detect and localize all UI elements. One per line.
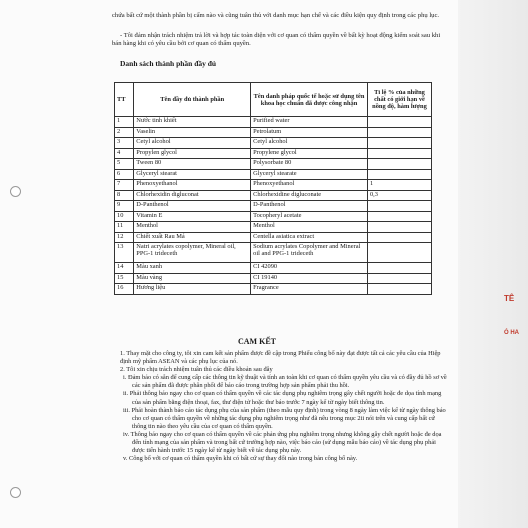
binder-hole: [10, 186, 21, 197]
table-cell-no: 5: [115, 159, 134, 170]
table-cell-inci: Sodium acrylates Copolymer and Mineral oil and PPG-1 trideceth: [251, 243, 368, 263]
table-cell-inci: Tocopheryl acetate: [251, 211, 368, 222]
table-cell-no: 16: [115, 284, 134, 295]
table-row: [115, 190, 432, 201]
table-cell-inci: Phenoxyethanol: [251, 180, 368, 191]
table-cell-pct: [367, 159, 431, 170]
table-cell-pct: [367, 148, 431, 159]
table-cell-name: Chlorhexidin digluconat: [134, 190, 251, 201]
ingredient-table: [114, 82, 432, 295]
table-cell-no: 11: [115, 222, 134, 233]
table-cell-name: Hương liệu: [134, 284, 251, 295]
column-header: Tỉ lệ % của những chất có giới hạn về nồng độ, hàm lượng: [367, 83, 431, 117]
table-row: [115, 232, 432, 243]
table-cell-no: 3: [115, 138, 134, 149]
table-cell-pct: [367, 127, 431, 138]
table-cell-name: Vitamin E: [134, 211, 251, 222]
column-header: TT: [115, 83, 134, 117]
table-cell-name: Nước tinh khiết: [134, 117, 251, 128]
table-row: [115, 222, 432, 233]
table-cell-name: Vaselin: [134, 127, 251, 138]
table-cell-pct: [367, 232, 431, 243]
table-cell-inci: CI 19140: [251, 273, 368, 284]
table-header-row: [115, 83, 432, 117]
list-item: v. Công bố với cơ quan có thẩm quyền khi có bất cứ sự thay đổi nào trong bản công bố này.: [123, 455, 358, 463]
table-row: [115, 201, 432, 212]
table-cell-inci: Centella asiatica extract: [251, 232, 368, 243]
intro-paragraph: chứa bất cứ một thành phần bị cấm nào và cũng tuân thủ với danh mục hạn chế và các điều kiện quy định trong các phụ lục.: [112, 12, 440, 19]
table-cell-inci: Petrolatum: [251, 127, 368, 138]
table-cell-name: Cetyl alcohol: [134, 138, 251, 149]
table-cell-inci: D-Panthenol: [251, 201, 368, 212]
list-item: iii. Phải hoàn thành báo cáo tác dụng phụ của sản phẩm (theo mẫu quy định) trong vòng 8 ngày làm việc kể từ ngày thông báo cho cơ quan có thẩm quyền về những tác dụng phụ nghiêm trọng như đã nêu trong mục 2ii nói trên và cung cấp bất cứ thông tin nào theo yêu cầu của cơ quan có thẩm quyền.: [123, 406, 446, 430]
table-row: [115, 243, 432, 263]
table-cell-inci: Propylene glycol: [251, 148, 368, 159]
table-cell-no: 4: [115, 148, 134, 159]
intro-paragraph: - Tôi đảm nhận trách nhiệm trả lời và hợp tác toàn diện với cơ quan có thẩm quyền về bất kỳ hoạt động kiểm soát sau khi bán hàng khi có yêu cầu bởi cơ quan có thẩm quyền.: [112, 32, 441, 48]
table-cell-pct: 1: [367, 180, 431, 191]
table-row: [115, 263, 432, 274]
table-cell-inci: Polysorbate 80: [251, 159, 368, 170]
table-cell-inci: Purified water: [251, 117, 368, 128]
table-row: [115, 211, 432, 222]
table-cell-inci: Cetyl alcohol: [251, 138, 368, 149]
list-item: 2. Tôi xin chịu trách nhiệm tuân thủ các điều khoản sau đây: [120, 366, 273, 374]
adjacent-page-edge: [458, 0, 528, 528]
table-cell-no: 10: [115, 211, 134, 222]
list-item: i. Đảm bảo có sẵn để cung cấp các thông tin kỹ thuật và tính an toàn khi cơ quan có thẩm quyền yêu cầu và có đầy đủ hồ sơ về các sản phẩm đã được phân phối để báo cáo trong trường hợp sản phẩm phải thu hồi.: [123, 374, 447, 390]
ingredient-table-title: Danh sách thành phần đầy đủ: [120, 59, 217, 68]
list-item: ii. Phải thông báo ngay cho cơ quan có thẩm quyền về các tác dụng phụ nghiêm trọng gây chết người hoặc đe dọa tính mạng của sản phẩm bằng điện thoại, fax, thư điện tử hoặc thư báo trước 7 ngày kể từ ngày biết thông tin.: [123, 390, 442, 406]
table-row: [115, 180, 432, 191]
table-cell-name: Chiết xuất Rau Má: [134, 232, 251, 243]
table-cell-no: 15: [115, 273, 134, 284]
table-cell-pct: 0,3: [367, 190, 431, 201]
table-cell-name: Glyceryl stearat: [134, 169, 251, 180]
table-cell-inci: CI 42090: [251, 263, 368, 274]
table-cell-no: 8: [115, 190, 134, 201]
table-cell-pct: [367, 169, 431, 180]
table-cell-no: 1: [115, 117, 134, 128]
table-cell-no: 7: [115, 180, 134, 191]
commitment-list: [112, 350, 448, 463]
table-cell-no: 13: [115, 243, 134, 263]
stamp-fragment: Ó HA: [504, 330, 519, 336]
table-row: [115, 127, 432, 138]
table-cell-inci: Chlorhexidine digluconate: [251, 190, 368, 201]
table-cell-pct: [367, 222, 431, 233]
table-row: [115, 138, 432, 149]
table-cell-no: 14: [115, 263, 134, 274]
table-cell-pct: [367, 117, 431, 128]
table-cell-inci: Menthol: [251, 222, 368, 233]
table-cell-pct: [367, 263, 431, 274]
table-row: [115, 273, 432, 284]
table-cell-name: Tween 80: [134, 159, 251, 170]
table-cell-pct: [367, 138, 431, 149]
table-row: [115, 117, 432, 128]
table-cell-name: Phenoxyethanol: [134, 180, 251, 191]
table-cell-no: 6: [115, 169, 134, 180]
stamp-fragment: TÊ: [504, 294, 515, 303]
column-header: Tên danh pháp quốc tế hoặc sử dụng tên khoa học chuẩn đã được công nhận: [251, 83, 368, 117]
list-item: iv. Thông báo ngay cho cơ quan có thẩm quyền về các phản ứng phụ nghiêm trọng nhưng không gây chết người hoặc đe dọa đến tính mạng của sản phẩm và trong bất cứ trường hợp nào, việc báo cáo (sử dụng mẫu báo cáo) về tác dụng phụ phải được tiến hành trước 15 ngày kể từ ngày biết về tác dụng phụ này.: [123, 430, 442, 455]
table-cell-no: 9: [115, 201, 134, 212]
table-cell-inci: Fragrance: [251, 284, 368, 295]
table-cell-inci: Glyceryl stearate: [251, 169, 368, 180]
table-cell-pct: [367, 284, 431, 295]
table-row: [115, 159, 432, 170]
table-cell-name: Menthol: [134, 222, 251, 233]
table-cell-name: Màu xanh: [134, 263, 251, 274]
table-cell-pct: [367, 243, 431, 263]
commitment-title: CAM KẾT: [238, 337, 276, 346]
table-cell-name: Màu vàng: [134, 273, 251, 284]
column-header: Tên đầy đủ thành phần: [134, 83, 251, 117]
table-row: [115, 284, 432, 295]
table-cell-pct: [367, 211, 431, 222]
list-item: 1. Thay mặt cho công ty, tôi xin cam kết sản phẩm được đề cập trong Phiếu công bố này đạt được tất cả các yêu cầu của Hiệp định mỹ phẩm ASEAN và các phụ lục của nó.: [120, 350, 441, 366]
table-cell-name: Natri acrylates copolymer, Mineral oil, PPG-1 trideceth: [134, 243, 251, 263]
table-cell-name: Propylen glycol: [134, 148, 251, 159]
table-cell-no: 2: [115, 127, 134, 138]
binder-hole: [10, 487, 21, 498]
table-row: [115, 169, 432, 180]
table-row: [115, 148, 432, 159]
table-cell-no: 12: [115, 232, 134, 243]
table-cell-pct: [367, 201, 431, 212]
table-cell-pct: [367, 273, 431, 284]
table-cell-name: D-Panthenol: [134, 201, 251, 212]
